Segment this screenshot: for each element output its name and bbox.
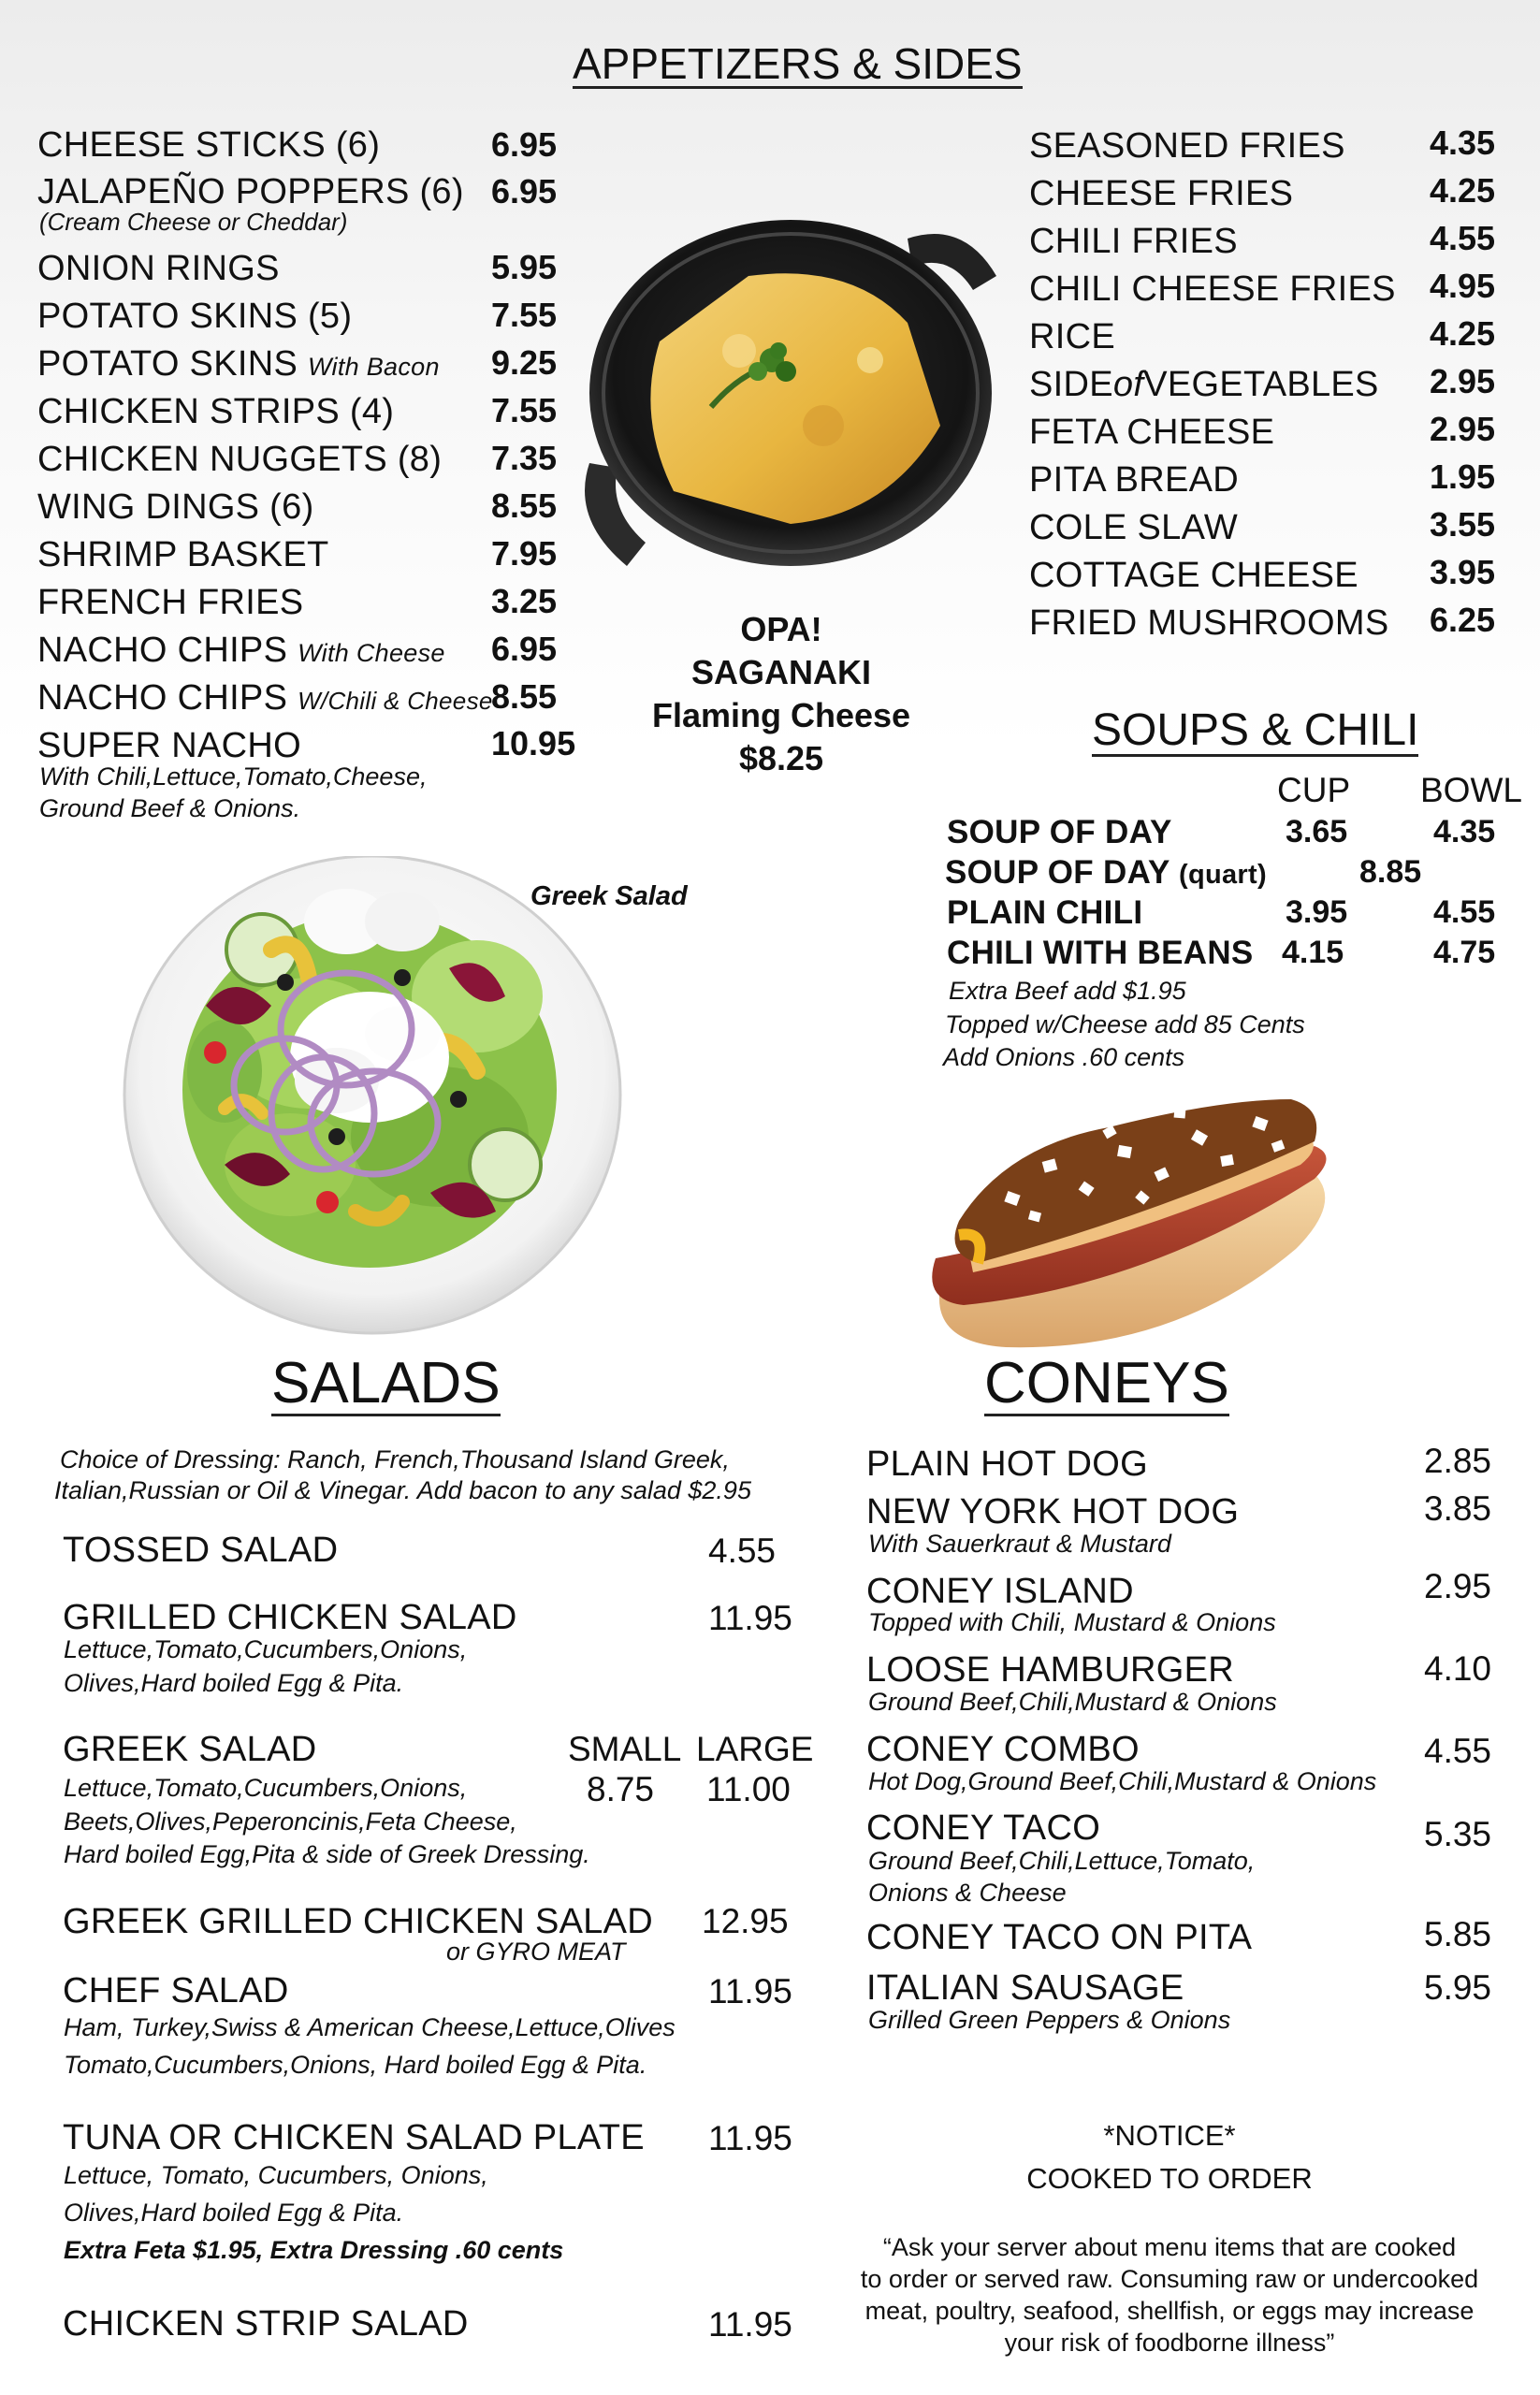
menu-item-note: Lettuce,Tomato,Cucumbers,Onions, xyxy=(64,1774,468,1802)
quart-price: 8.85 xyxy=(1359,854,1422,890)
menu-item-note: Olives,Hard boiled Egg & Pita. xyxy=(64,1669,404,1697)
menu-item-note: Ground Beef & Onions. xyxy=(39,794,301,822)
notice-text xyxy=(823,2231,1516,2359)
saganaki-line: OPA! xyxy=(740,610,822,648)
menu-item-price: 11.95 xyxy=(708,2119,792,2157)
greek-salad-caption: Greek Salad xyxy=(530,881,688,911)
menu-item-name: ONION RINGS xyxy=(37,249,280,288)
notice-line: to order or served raw. Consuming raw or undercooked xyxy=(860,2265,1479,2293)
menu-item-name: SIDEofVEGETABLES xyxy=(1029,365,1379,404)
menu-item-name: FETA CHEESE xyxy=(1029,413,1275,452)
menu-item-price: 6.95 xyxy=(491,630,558,668)
cup-label: CUP xyxy=(1277,771,1351,809)
saganaki-price: $8.25 xyxy=(738,739,824,777)
menu-item-name: COTTAGE CHEESE xyxy=(1029,556,1358,595)
menu-item-name: POTATO SKINS With Bacon xyxy=(37,344,440,384)
menu-item-name: GREEK GRILLED CHICKEN SALAD xyxy=(63,1902,654,1941)
soups-note: Extra Beef add $1.95 xyxy=(949,977,1186,1005)
soups-note: Topped w/Cheese add 85 Cents xyxy=(945,1010,1305,1038)
menu-item-name: CONEY ISLAND xyxy=(866,1572,1134,1611)
menu-item-price: 5.35 xyxy=(1424,1815,1492,1853)
coneys-title: CONEYS xyxy=(984,1351,1229,1415)
menu-item-name: CHICKEN STRIPS (4) xyxy=(37,392,395,431)
dressing-note: Italian,Russian or Oil & Vinegar. Add bacon to any salad $2.95 xyxy=(54,1476,751,1504)
menu-item-note: With Chili,Lettuce,Tomato,Cheese, xyxy=(39,762,428,791)
menu-item-price: 5.95 xyxy=(491,248,558,286)
menu-item-price: 8.55 xyxy=(491,486,558,525)
menu-item-note: or GYRO MEAT xyxy=(446,1938,626,1966)
menu-item-name: CHILI WITH BEANS xyxy=(947,935,1254,971)
menu-item-name: COLE SLAW xyxy=(1029,508,1239,547)
menu-item-name: SOUP OF DAY xyxy=(947,814,1172,850)
menu-item-name: NEW YORK HOT DOG xyxy=(866,1492,1240,1531)
menu-item-name: SHRIMP BASKET xyxy=(37,535,329,574)
menu-item-name: ITALIAN SAUSAGE xyxy=(866,1968,1184,2008)
greek-salad-photo xyxy=(122,856,627,1338)
menu-item-note: Ground Beef,Chili,Lettuce,Tomato, xyxy=(868,1847,1256,1875)
menu-item-price: 6.25 xyxy=(1430,601,1496,639)
notice-line: “Ask your server about menu items that are cooked xyxy=(882,2233,1457,2261)
menu-item-name: CHEESE FRIES xyxy=(1029,174,1294,213)
dressing-note: Choice of Dressing: Ranch, French,Thousand Island Greek, xyxy=(60,1445,730,1473)
menu-item-name: PITA BREAD xyxy=(1029,460,1240,500)
saganaki-line: SAGANAKI xyxy=(690,653,871,691)
menu-item-name: CHEF SALAD xyxy=(63,1971,289,2010)
menu-item-price: 5.95 xyxy=(1424,1968,1492,2007)
menu-item-name: PLAIN CHILI xyxy=(947,894,1143,931)
menu-item-note: Extra Feta $1.95, Extra Dressing .60 cents xyxy=(64,2236,564,2264)
menu-item-note: Olives,Hard boiled Egg & Pita. xyxy=(64,2199,404,2227)
large-label: LARGE xyxy=(696,1730,814,1768)
menu-item-price: 7.55 xyxy=(491,391,558,429)
salads-title: SALADS xyxy=(271,1351,501,1415)
menu-item-name: CONEY TACO xyxy=(866,1808,1101,1848)
cup-price: 3.95 xyxy=(1286,894,1348,930)
menu-item-price: 4.55 xyxy=(708,1531,777,1570)
menu-item-name: WING DINGS (6) xyxy=(37,487,314,527)
menu-item-name: SEASONED FRIES xyxy=(1029,126,1345,166)
menu-item-name: GRILLED CHICKEN SALAD xyxy=(63,1598,517,1637)
menu-item-price: 9.25 xyxy=(491,343,558,382)
menu-item-price: 11.95 xyxy=(708,2305,792,2344)
saganaki-caption xyxy=(627,608,936,780)
menu-item-price: 7.35 xyxy=(491,439,558,477)
notice-heading: *NOTICE* xyxy=(1103,2119,1236,2152)
menu-item-name: NACHO CHIPS With Cheese xyxy=(37,631,445,670)
menu-item-price: 12.95 xyxy=(702,1902,789,1940)
menu-item-price: 2.85 xyxy=(1424,1442,1492,1480)
small-label: SMALL xyxy=(568,1730,682,1768)
saganaki-pan-photo xyxy=(571,210,1010,594)
menu-item-price: 4.55 xyxy=(1424,1732,1492,1770)
menu-item-price: 11.95 xyxy=(708,1599,792,1637)
menu-item-name: CHICKEN STRIP SALAD xyxy=(63,2304,469,2344)
menu-item-price: 7.95 xyxy=(491,534,558,573)
menu-item-name: CHILI CHEESE FRIES xyxy=(1029,269,1396,309)
menu-item-price: 4.25 xyxy=(1430,171,1496,210)
menu-item-price: 11.95 xyxy=(708,1972,792,2010)
menu-item-price: 4.25 xyxy=(1430,314,1496,353)
bowl-label: BOWL xyxy=(1420,771,1522,809)
menu-item-name: POTATO SKINS (5) xyxy=(37,297,353,336)
menu-item-price: 3.95 xyxy=(1430,553,1496,591)
menu-item-name: CHICKEN NUGGETS (8) xyxy=(37,440,443,479)
menu-item-note: Ground Beef,Chili,Mustard & Onions xyxy=(868,1688,1277,1716)
menu-item-price: 7.55 xyxy=(491,296,558,334)
menu-item-name: CONEY COMBO xyxy=(866,1730,1140,1769)
notice-subheading: COOKED TO ORDER xyxy=(1026,2162,1313,2195)
menu-item-price: 3.85 xyxy=(1424,1489,1492,1528)
notice-block xyxy=(823,2119,1516,2359)
menu-item-name: SOUP OF DAY (quart) xyxy=(945,854,1267,891)
menu-item-name: RICE xyxy=(1029,317,1115,356)
menu-item-price: 3.25 xyxy=(491,582,558,620)
menu-item-price: 10.95 xyxy=(491,724,576,762)
appetizers-title: APPETIZERS & SIDES xyxy=(573,39,1023,88)
menu-item-name: CHILI FRIES xyxy=(1029,222,1238,261)
menu-item-note: Beets,Olives,Peperoncinis,Feta Cheese, xyxy=(64,1807,517,1836)
bowl-price: 4.35 xyxy=(1433,814,1496,849)
menu-item-price: 4.95 xyxy=(1430,267,1496,305)
menu-item-note: Grilled Green Peppers & Onions xyxy=(868,2006,1231,2034)
menu-item-price: 2.95 xyxy=(1430,410,1496,448)
menu-item-name: NACHO CHIPS W/Chili & Cheese xyxy=(37,678,493,718)
menu-item-name: CONEY TACO ON PITA xyxy=(866,1918,1253,1957)
menu-item-name: FRIED MUSHROOMS xyxy=(1029,603,1389,643)
menu-item-name: JALAPEÑO POPPERS (6) xyxy=(37,172,464,211)
bowl-price: 4.75 xyxy=(1433,935,1496,970)
large-price: 11.00 xyxy=(706,1770,791,1808)
menu-item-note: Tomato,Cucumbers,Onions, Hard boiled Egg & Pita. xyxy=(64,2051,647,2079)
menu-item-name: SUPER NACHO xyxy=(37,726,302,765)
bowl-price: 4.55 xyxy=(1433,894,1496,930)
menu-item-price: 4.10 xyxy=(1424,1649,1492,1688)
menu-item-note: Lettuce,Tomato,Cucumbers,Onions, xyxy=(64,1635,468,1663)
menu-item-price: 6.95 xyxy=(491,125,558,164)
menu-item-note: Topped with Chili, Mustard & Onions xyxy=(868,1608,1276,1636)
menu-item-name: GREEK SALAD xyxy=(63,1730,317,1769)
menu-item-name: CHEESE STICKS (6) xyxy=(37,125,381,165)
small-price: 8.75 xyxy=(587,1770,655,1808)
menu-item-name: PLAIN HOT DOG xyxy=(866,1444,1148,1484)
menu-item-price: 6.95 xyxy=(491,172,558,210)
menu-item-note: Hot Dog,Ground Beef,Chili,Mustard & Onions xyxy=(868,1767,1377,1795)
menu-item-price: 4.55 xyxy=(1430,219,1496,257)
notice-line: your risk of foodborne illness” xyxy=(1004,2329,1335,2357)
menu-item-price: 8.55 xyxy=(491,677,558,716)
cup-price: 3.65 xyxy=(1286,814,1348,849)
menu-item-note: Onions & Cheese xyxy=(868,1879,1067,1907)
menu-item-note: With Sauerkraut & Mustard xyxy=(868,1530,1171,1558)
menu-item-name: LOOSE HAMBURGER xyxy=(866,1650,1235,1690)
menu-item-price: 3.55 xyxy=(1430,505,1496,544)
menu-item-name: TUNA OR CHICKEN SALAD PLATE xyxy=(63,2118,645,2157)
menu-item-price: 1.95 xyxy=(1430,457,1496,496)
hot-dog-photo xyxy=(922,1071,1343,1357)
cup-price: 4.15 xyxy=(1282,935,1344,970)
menu-item-note: Lettuce, Tomato, Cucumbers, Onions, xyxy=(64,2161,488,2189)
menu-item-note: Hard boiled Egg,Pita & side of Greek Dressing. xyxy=(64,1840,590,1868)
menu-item-name: TOSSED SALAD xyxy=(63,1531,339,1570)
notice-line: meat, poultry, seafood, shellfish, or eggs may increase xyxy=(864,2297,1475,2325)
soups-note: Add Onions .60 cents xyxy=(943,1043,1185,1071)
menu-item-price: 2.95 xyxy=(1430,362,1496,400)
menu-item-price: 4.35 xyxy=(1430,123,1496,162)
menu-item-note: (Cream Cheese or Cheddar) xyxy=(39,208,348,236)
saganaki-line: Flaming Cheese xyxy=(651,696,911,734)
menu-item-note: Ham, Turkey,Swiss & American Cheese,Lettuce,Olives xyxy=(64,2013,676,2041)
soups-title: SOUPS & CHILI xyxy=(1092,707,1418,757)
menu-item-price: 5.85 xyxy=(1424,1915,1492,1953)
menu-item-name: FRENCH FRIES xyxy=(37,583,304,622)
menu-item-price: 2.95 xyxy=(1424,1567,1492,1605)
